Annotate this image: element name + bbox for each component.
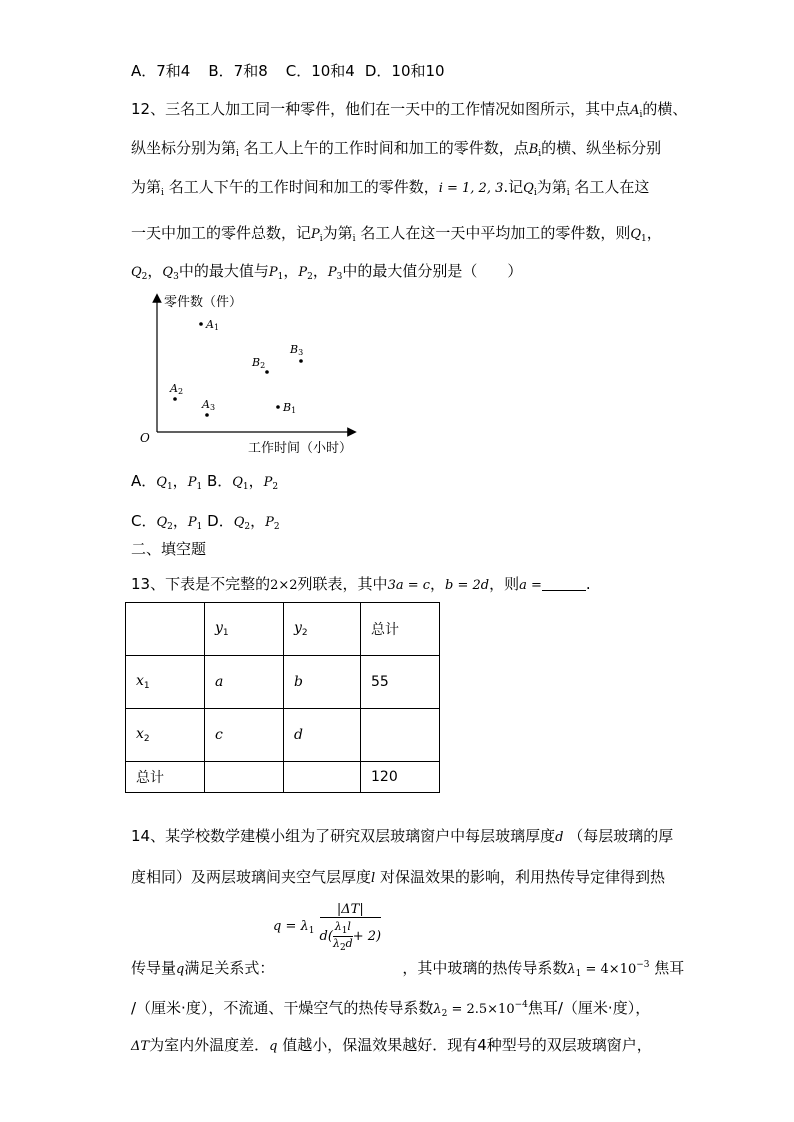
math-sub: i	[319, 234, 323, 244]
x-axis-label: 工作时间（小时）	[248, 441, 353, 456]
q12-text: 为第	[536, 178, 567, 196]
q12-text: 一天中加工的零件总数，记	[131, 224, 312, 242]
q12-line-2	[131, 138, 661, 164]
q14-line-5	[131, 1035, 652, 1057]
q13-text	[131, 574, 591, 596]
contingency-table	[125, 602, 440, 793]
math-letter: A	[630, 103, 640, 118]
table-row-header-x2	[126, 709, 205, 762]
q12-text: 名工人在这	[574, 178, 650, 196]
q13-text-part: 列联表，其中	[297, 575, 388, 593]
point-B3	[299, 359, 303, 363]
q12-text: 的横、纵坐标分别	[541, 139, 662, 157]
table-header-y1	[205, 603, 284, 656]
math-Q3	[162, 265, 178, 280]
q13-text-part: ，则	[489, 575, 520, 593]
point-B1	[276, 405, 280, 409]
q12-option-b: B．	[206, 472, 233, 490]
q12-text: ，	[312, 262, 328, 280]
math-sub: 2	[307, 272, 313, 282]
q12-text: 名工人在这一天中平均加工的零件数，则	[360, 224, 631, 242]
math-text: + 2)	[352, 929, 382, 944]
math-Q1	[630, 227, 646, 242]
math-letter: Q	[131, 265, 142, 280]
math-i: i	[566, 188, 570, 198]
point-letter: B	[283, 401, 292, 414]
math-letter: P	[265, 515, 274, 530]
math-sub: 1	[277, 272, 284, 282]
math-sub: i	[538, 149, 542, 159]
q12-text: ，	[283, 262, 299, 280]
table-row-header-total: 总计	[126, 762, 205, 793]
math-text: q = λ	[273, 919, 309, 934]
separator: ，	[250, 512, 266, 530]
math-sub: 2	[272, 482, 279, 492]
q12-line-3	[131, 177, 649, 203]
q14-text-part: 焦耳	[654, 959, 685, 977]
math-letter: λ	[567, 962, 576, 977]
math-Q2	[234, 515, 250, 530]
q14-text-part: （每层玻璃的厚	[568, 827, 674, 845]
table-cell-row1-total: 55	[361, 656, 440, 709]
math-sub: 2	[244, 522, 251, 532]
math-sub: 1	[242, 482, 249, 492]
math-3a-eq-c: 3a = c	[387, 578, 431, 593]
inner-fraction	[333, 920, 353, 953]
q12-text: 名工人上午的工作时间和加工的零件数，点	[243, 139, 529, 157]
math-sub: 2	[301, 628, 308, 638]
math-letter: y	[294, 620, 302, 636]
q11-options	[131, 61, 445, 81]
math-a-eq: a =	[519, 578, 542, 593]
table-row	[126, 603, 440, 656]
point-sub: 1	[213, 323, 220, 332]
point-label-A3	[201, 398, 215, 412]
q13-text-part: .	[585, 575, 591, 593]
table-header-total: 总计	[361, 603, 440, 656]
math-q: q	[269, 1039, 278, 1054]
q12-text: 三名工人加工同一种零件，他们在一天中的工作情况如图所示，其中点	[165, 100, 631, 118]
math-delta-t: ΔT	[131, 1039, 150, 1054]
math-sub: 2	[167, 522, 173, 532]
math-letter: Q	[523, 181, 534, 196]
math-letter: Q	[156, 475, 167, 490]
point-label-B3	[289, 343, 303, 357]
q12-text: 纵坐标分别为第	[131, 139, 237, 157]
table-cell	[126, 603, 205, 656]
q14-text-part: 焦耳/（厘米·度），	[527, 999, 651, 1017]
math-Q1	[232, 475, 248, 490]
point-sub: 3	[298, 348, 304, 357]
q12-line-1	[131, 99, 687, 125]
math-lambda1	[567, 962, 649, 977]
math-lambda2	[433, 1002, 528, 1017]
separator: ，	[248, 472, 264, 490]
q12-line-5	[131, 261, 522, 287]
origin-label: O	[140, 431, 150, 445]
math-letter: P	[263, 475, 273, 490]
q12-options-row-1	[131, 471, 278, 497]
q12-option-d: D．	[207, 512, 234, 530]
table-cell-b: b	[284, 656, 361, 709]
math-sub: 1	[196, 482, 203, 492]
point-B2	[265, 370, 269, 374]
math-sup: −3	[636, 960, 650, 970]
point-letter: B	[252, 356, 261, 369]
point-label-B2	[251, 356, 265, 370]
math-2x2: 2×2	[270, 578, 298, 593]
math-sub: 1	[575, 969, 582, 979]
math-sub: 1	[308, 926, 315, 936]
separator: ，	[172, 472, 188, 490]
q12-graph	[130, 290, 370, 460]
q14-line-4	[131, 995, 650, 1024]
answer-blank[interactable]	[542, 576, 586, 591]
math-P1	[188, 475, 202, 490]
heat-formula	[273, 902, 381, 953]
point-letter: A	[170, 382, 178, 395]
table-cell-d: d	[284, 709, 361, 762]
math-Q	[523, 181, 537, 196]
math-sub: 2	[441, 1009, 448, 1019]
q12-options-row-2	[131, 511, 280, 537]
q12-text: 中的最大值与	[178, 262, 269, 280]
math-letter: P	[311, 227, 320, 242]
formula-fraction	[320, 902, 382, 953]
q14-text-part: ，其中玻璃的热传导系数	[402, 959, 568, 977]
math-letter: B	[528, 142, 539, 157]
q14-text-part: 度相同）及两层玻璃间夹空气层厚度	[131, 868, 372, 886]
q11-option-c: C．10和4	[285, 62, 355, 80]
math-P1	[188, 515, 202, 530]
point-letter: B	[290, 343, 299, 356]
math-letter: P	[298, 265, 308, 280]
q14-text-part: 对保温效果的影响，利用热传导定律得到热	[379, 868, 665, 886]
table-cell	[284, 762, 361, 793]
table-cell-grand-total: 120	[361, 762, 440, 793]
math-B	[529, 142, 541, 157]
q14-text-part: 某学校数学建模小组为了研究双层玻璃窗户中每层玻璃厚度	[165, 827, 556, 845]
math-Q2	[156, 515, 172, 530]
math-d: d	[555, 830, 564, 845]
math-P2	[264, 475, 278, 490]
q12-text: 的横、	[642, 100, 688, 118]
math-sub: 3	[173, 272, 179, 282]
table-row	[126, 656, 440, 709]
q14-text-part: 值越小，保温效果越好．现有	[282, 1036, 478, 1054]
point-sub: 2	[177, 387, 184, 396]
y-axis-label: 零件数（件）	[164, 295, 243, 310]
math-sub: 2	[273, 522, 280, 532]
math-letter: Q	[162, 265, 174, 280]
q11-option-b: B．7和8	[208, 62, 268, 80]
q12-text: 名工人下午的工作时间和加工的零件数，	[168, 178, 439, 196]
math-letter: l	[347, 920, 351, 933]
q14-text-part: 满足关系式：	[184, 959, 275, 977]
math-P3	[328, 265, 342, 280]
math-letter: P	[187, 475, 197, 490]
math-letter: λ	[433, 1002, 442, 1017]
math-sub: 2	[339, 943, 346, 953]
q12-number: 12、	[131, 100, 166, 118]
table-row-header-x1	[126, 656, 205, 709]
math-sup: −4	[514, 1000, 528, 1010]
math-A	[630, 103, 642, 118]
math-letter: Q	[630, 227, 642, 242]
q14-text-part: 为室内外温度差．	[149, 1036, 270, 1054]
math-sub: 1	[166, 482, 173, 492]
q14-line-1	[131, 826, 673, 848]
separator: ，	[172, 512, 188, 530]
math-text: d(	[319, 929, 333, 944]
q14-line-3	[131, 955, 684, 984]
math-sub: 1	[222, 628, 229, 638]
q14-text-part: 传导量	[131, 959, 177, 977]
math-q: q	[176, 962, 185, 977]
point-A2	[173, 397, 177, 401]
math-P	[311, 227, 323, 242]
formula-lhs	[273, 919, 314, 934]
math-sub: 1	[143, 681, 150, 691]
math-letter: Q	[156, 515, 168, 530]
q14-text-part: 种型号的双层玻璃窗户，	[486, 1036, 652, 1054]
math-b-eq-2d: b = 2d	[445, 578, 490, 593]
q12-line-4	[131, 223, 662, 249]
math-sub: i	[533, 188, 537, 198]
math-sub: i	[639, 110, 643, 120]
math-text: = 2.5×10	[451, 1002, 515, 1017]
math-text: = 4×10	[585, 962, 637, 977]
math-letter: P	[268, 265, 278, 280]
math-letter: x	[136, 726, 144, 742]
q12-text: 中的最大值分别是（ ）	[342, 262, 523, 280]
math-letter: P	[327, 265, 337, 280]
math-P1	[269, 265, 283, 280]
point-A1	[199, 322, 203, 326]
q12-option-a: A．	[131, 472, 157, 490]
math-sub: 2	[143, 734, 150, 744]
math-l: l	[371, 871, 376, 886]
point-label-B1	[282, 401, 296, 415]
q12-text: ，	[646, 224, 662, 242]
point-letter: A	[202, 398, 210, 411]
math-letter: λ	[334, 920, 342, 933]
point-A3	[205, 413, 209, 417]
math-letter: Q	[232, 475, 243, 490]
math-P2	[265, 515, 279, 530]
q12-text: 为第	[322, 224, 353, 242]
point-sub: 2	[260, 361, 266, 370]
q12-text: .记	[503, 178, 524, 196]
table-cell-a: a	[205, 656, 284, 709]
math-letter: y	[215, 620, 223, 636]
q11-option-d: D．10和10	[364, 62, 445, 80]
table-cell	[205, 762, 284, 793]
math-letter: λ	[332, 937, 340, 950]
point-label-A1	[205, 318, 219, 332]
math-sub: 1	[641, 234, 647, 244]
math-letter: d	[345, 937, 353, 950]
math-letter: x	[136, 673, 144, 689]
math-letter: P	[187, 515, 197, 530]
section-heading: 二、填空题	[131, 540, 207, 558]
q14-number: 14、	[131, 827, 166, 845]
point-label-A2	[169, 382, 183, 396]
q13-number: 13、	[131, 575, 166, 593]
q13-text-part: ，	[430, 575, 446, 593]
q11-option-a: A．7和4	[131, 62, 191, 80]
inner-denominator	[333, 937, 353, 953]
formula-denominator	[320, 918, 382, 953]
point-sub: 3	[209, 403, 216, 412]
table-row	[126, 762, 440, 793]
math-i-set: i = 1, 2, 3	[438, 181, 504, 196]
math-sub: 2	[141, 272, 148, 282]
table-row	[126, 709, 440, 762]
table-cell	[361, 709, 440, 762]
q12-text: ，	[147, 262, 163, 280]
math-sub: 1	[196, 522, 203, 532]
q12-text: 为第	[131, 178, 162, 196]
table-cell-c: c	[205, 709, 284, 762]
math-i: i	[236, 149, 239, 159]
q14-text-part: /（厘米·度），不流通、干燥空气的热传导系数	[131, 999, 434, 1017]
point-letter: A	[206, 318, 214, 331]
math-letter: Q	[233, 515, 245, 530]
point-sub: 1	[291, 406, 297, 415]
formula-numerator: |ΔT|	[320, 902, 382, 918]
q14-line-2	[131, 867, 665, 889]
table-header-y2	[284, 603, 361, 656]
math-sub: 1	[341, 926, 348, 936]
q12-option-c: C．	[131, 512, 157, 530]
q14-number-4: 4	[477, 1036, 487, 1054]
math-sub: 3	[336, 272, 343, 282]
q13-text-part: 下表是不完整的	[165, 575, 271, 593]
math-P2	[298, 265, 312, 280]
math-i: i	[352, 234, 356, 244]
inner-numerator	[333, 920, 353, 937]
math-i: i	[161, 188, 164, 198]
math-Q2	[131, 265, 147, 280]
math-Q1	[156, 475, 172, 490]
